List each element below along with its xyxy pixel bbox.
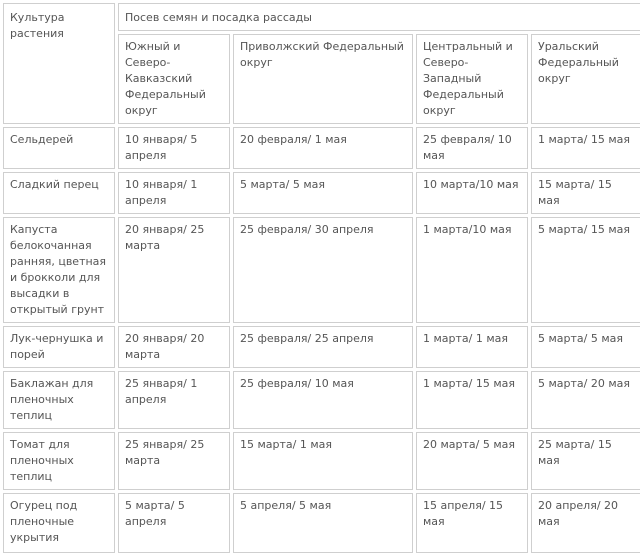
date-cell: 25 марта/ 15 мая [531,432,640,490]
date-cell: 15 марта/ 1 мая [233,432,413,490]
crop-name: Сельдерей [3,127,115,169]
date-cell: 10 марта/10 мая [416,172,528,214]
date-cell: 25 февраля/ 10 мая [233,371,413,429]
date-cell: 5 марта/ 15 мая [531,217,640,323]
header-row [3,3,640,31]
crop-name: Лук-чернушка и порей [3,326,115,368]
date-cell: 25 февраля/ 10 мая [416,127,528,169]
crop-name: Баклажан для пленочных теплиц [3,371,115,429]
sowing-group-header: Посев семян и посадка рассады [118,3,640,31]
table-row [3,217,640,323]
table-row [3,127,640,169]
date-cell: 25 февраля/ 30 апреля [233,217,413,323]
date-cell: 1 марта/ 15 мая [531,127,640,169]
date-cell: 1 марта/10 мая [416,217,528,323]
table-row [3,371,640,429]
region-header-ural: Уральский Федеральный округ [531,34,640,124]
date-cell: 20 января/ 25 марта [118,217,230,323]
date-cell: 5 марта/ 20 мая [531,371,640,429]
date-cell: 20 апреля/ 20 мая [531,493,640,553]
date-cell: 25 февраля/ 25 апреля [233,326,413,368]
date-cell: 10 января/ 1 апреля [118,172,230,214]
table-row [3,493,640,553]
date-cell: 5 марта/ 5 мая [531,326,640,368]
crop-name: Сладкий перец [3,172,115,214]
date-cell: 25 января/ 25 марта [118,432,230,490]
table-row [3,432,640,490]
table-row [3,172,640,214]
date-cell: 1 марта/ 15 мая [416,371,528,429]
region-header-volga: Приволжский Федеральный округ [233,34,413,124]
region-header-south: Южный и Северо-Кавказский Федеральный округ [118,34,230,124]
region-header-central: Центральный и Северо-Западный Федеральный округ [416,34,528,124]
date-cell: 1 марта/ 1 мая [416,326,528,368]
date-cell: 20 января/ 20 марта [118,326,230,368]
table-row [3,326,640,368]
crop-name: Томат для пленочных теплиц [3,432,115,490]
crop-name: Огурец под пленочные укрытия [3,493,115,553]
date-cell: 25 января/ 1 апреля [118,371,230,429]
date-cell: 20 марта/ 5 мая [416,432,528,490]
date-cell: 5 апреля/ 5 мая [233,493,413,553]
date-cell: 5 марта/ 5 мая [233,172,413,214]
date-cell: 10 января/ 5 апреля [118,127,230,169]
date-cell: 20 февраля/ 1 мая [233,127,413,169]
date-cell: 15 марта/ 15 мая [531,172,640,214]
date-cell: 5 марта/ 5 апреля [118,493,230,553]
date-cell: 15 апреля/ 15 мая [416,493,528,553]
crop-column-header: Культура растения [3,3,115,124]
crop-name: Капуста белокочанная ранняя, цветная и брокколи для высадки в открытый грунт [3,217,115,323]
